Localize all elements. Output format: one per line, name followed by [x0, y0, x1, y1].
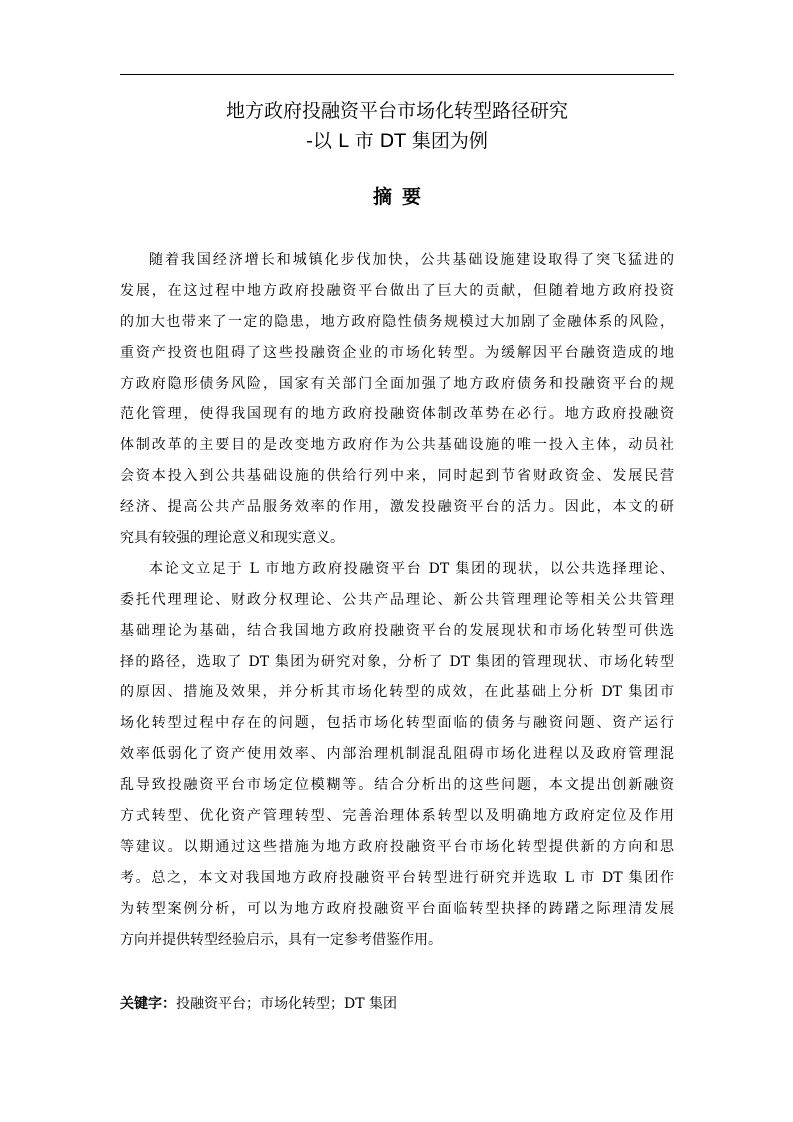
keywords	[120, 992, 674, 1016]
text-line: 究具有较强的理论意义和现实意义。	[120, 530, 344, 547]
text-line: 基础理论为基础，结合我国地方政府投融资平台的发展现状和市场化转型可供选	[120, 622, 674, 639]
text-line: 方向并提供转型经验启示，具有一定参考借鉴作用。	[120, 931, 442, 948]
text-line: 的原因、措施及效果，并分析其市场化转型的成效，在此基础上分析 DT 集团市	[120, 684, 674, 701]
text-line: 场化转型过程中存在的问题，包括市场化转型面临的债务与融资问题、资产运行	[120, 715, 674, 732]
keywords-value: 投融资平台；市场化转型；DT 集团	[176, 996, 398, 1012]
header-rule	[120, 74, 674, 75]
abstract-heading: 摘要	[372, 186, 431, 208]
abstract-body	[120, 245, 674, 955]
text-line: 委托代理理论、财政分权理论、公共产品理论、新公共管理理论等相关公共管理	[120, 591, 674, 608]
text-line: 的加大也带来了一定的隐患，地方政府隐性债务规模过大加剧了金融体系的风险，	[120, 313, 674, 330]
text-line: 本论文立足于 L 市地方政府投融资平台 DT 集团的现状，以公共选择理论、	[149, 560, 674, 577]
text-line: 重资产投资也阻碍了这些投融资企业的市场化转型。为缓解因平台融资造成的地	[120, 344, 674, 361]
text-line: 等建议。以期通过这些措施为地方政府投融资平台市场化转型提供新的方向和思	[120, 838, 674, 855]
text-line: 方式转型、优化资产管理转型、完善治理体系转型以及明确地方政府定位及作用	[120, 808, 674, 825]
abstract-paragraph-2	[120, 554, 674, 956]
document-title: 地方政府投融资平台市场化转型路径研究	[225, 100, 568, 122]
text-line: 乱导致投融资平台市场定位模糊等。结合分析出的这些问题，本文提出创新融资	[120, 777, 674, 794]
text-line: 发展，在这过程中地方政府投融资平台做出了巨大的贡献，但随着地方政府投资	[120, 282, 674, 299]
abstract-paragraph-1	[120, 245, 674, 554]
text-line: 体制改革的主要目的是改变地方政府作为公共基础设施的唯一投入主体，动员社	[120, 437, 674, 454]
text-line: 为转型案例分析，可以为地方政府投融资平台面临转型抉择的踌躇之际理清发展	[120, 900, 674, 917]
text-line: 方政府隐形债务风险，国家有关部门全面加强了地方政府债务和投融资平台的规	[120, 375, 674, 392]
text-line: 择的路径，选取了 DT 集团为研究对象，分析了 DT 集团的管理现状、市场化转型	[120, 653, 674, 670]
text-line: 考。总之，本文对我国地方政府投融资平台转型进行研究并选取 L 市 DT 集团作	[120, 869, 674, 886]
document-subtitle: -以 L 市 DT 集团为例	[306, 130, 488, 152]
text-line: 会资本投入到公共基础设施的供给行列中来，同时起到节省财政资金、发展民营	[120, 468, 674, 485]
text-line: 范化管理，使得我国现有的地方政府投融资体制改革势在必行。地方政府投融资	[120, 406, 674, 423]
keywords-label: 关键字：	[120, 996, 176, 1012]
text-line: 效率低弱化了资产使用效率、内部治理机制混乱阻碍市场化进程以及政府管理混	[120, 746, 674, 763]
text-line: 经济、提高公共产品服务效率的作用，激发投融资平台的活力。因此，本文的研	[120, 499, 674, 516]
text-line: 随着我国经济增长和城镇化步伐加快，公共基础设施建设取得了突飞猛进的	[149, 252, 674, 268]
